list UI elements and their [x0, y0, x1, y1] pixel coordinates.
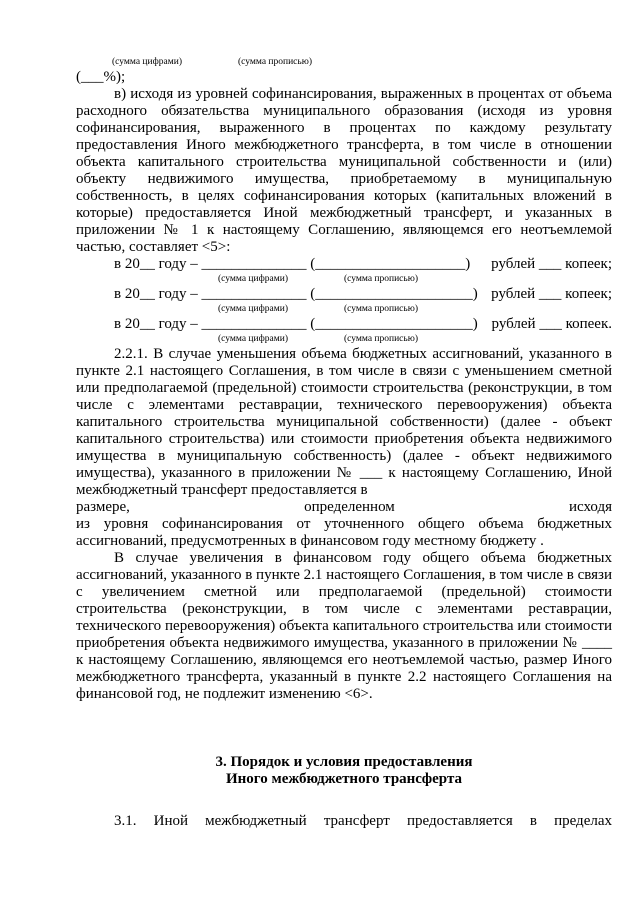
year-line-1-captions: (сумма цифрами) (сумма прописью) [218, 274, 418, 284]
document-page [76, 56, 612, 830]
paragraph-v: в) исходя из уровней софинансирования, выраженных в процентах от объема расходного обязательства муниципального образования (исходя из уровня софинансирования, выраженного в процентах по каждому результату предоставления Иного межбюджетного трансферта, в том числе в отношении объекта капитального строительства муниципальной собственности и (или) объекту недвижимого имущества, приобретаемому в муниципальную собственность, в целях софинансирования которых (капитальных вложений в которые) предоставляется Иной межбюджетный трансферт, и указанных в приложении № 1 к настоящему Соглашению, являющемся его неотъемлемой частью, составляет <5>: [76, 86, 612, 255]
year-line-2: в 20__ году – ______________ (_____________________) рублей ___ копеек; [114, 286, 612, 302]
section-3-title-line-1: 3. Порядок и условия предоставления [215, 754, 473, 770]
paragraph-2-2-1-spread-line: размере, определенном исходя [76, 499, 612, 515]
caption-sum-words: (сумма прописью) [238, 57, 312, 67]
year-line-3-captions: (сумма цифрами) (сумма прописью) [218, 334, 418, 344]
paragraph-increase: В случае увеличения в финансовом году общего объема бюджетных ассигнований, указанного в пункте 2.1 настоящего Соглашения, в том числе в связи с увеличением сметной или предполагаемой (предельной) стоимости строительства (реконструкции, в том числе с элементами реставрации, технического перевооружения) объекта капитального строительства или стоимости приобретения объекта недвижимого имущества, указанного в приложении № ____ к настоящему Соглашению, являющемся его неотъемлемой частью, размер Иного межбюджетного трансферта, указанный в пункте 2.2 настоящего Соглашения на финансовой год, не подлежит изменению <6>. [76, 550, 612, 702]
paragraph-3-1: 3.1. Иной межбюджетный трансферт предоставляется в пределах [114, 813, 612, 829]
section-title-spacer [76, 788, 612, 813]
year-line-3: в 20__ году – ______________ (_____________________) рублей ___ копеек. [114, 316, 612, 332]
percent-line: (___%); [76, 69, 126, 85]
year-line-2-captions: (сумма цифрами) (сумма прописью) [218, 304, 418, 314]
paragraph-2-2-1: 2.2.1. В случае уменьшения объема бюджетных ассигнований, указанного в пункте 2.1 настоящего Соглашения, в том числе в связи с уменьшением сметной или предполагаемой (предельной) стоимости строительства (реконструкции, в том числе с элементами реставрации, технического перевооружения) объекта капитального строительства муниципальной собственности) (далее - объект капитального строительства) или стоимости приобретения объекта недвижимого имущества в муниципальную собственность) (далее - объект недвижимого имущества), указанного в приложении № ___ к настоящему Соглашению, Иной межбюджетный трансферт предоставляется в [76, 346, 612, 498]
section-3-title-line-2: Иного межбюджетного трансферта [225, 771, 462, 787]
caption-sum-digits: (сумма цифрами) [112, 57, 182, 67]
top-captions [76, 56, 612, 69]
year-line-1: в 20__ году – ______________ (____________________) рублей ___ копеек; [114, 256, 612, 272]
paragraph-2-2-1-end: из уровня софинансирования от уточненного общего объема бюджетных ассигнований, предусмотренных в финансовом году местному бюджету . [76, 516, 612, 549]
section-spacer [76, 703, 612, 754]
